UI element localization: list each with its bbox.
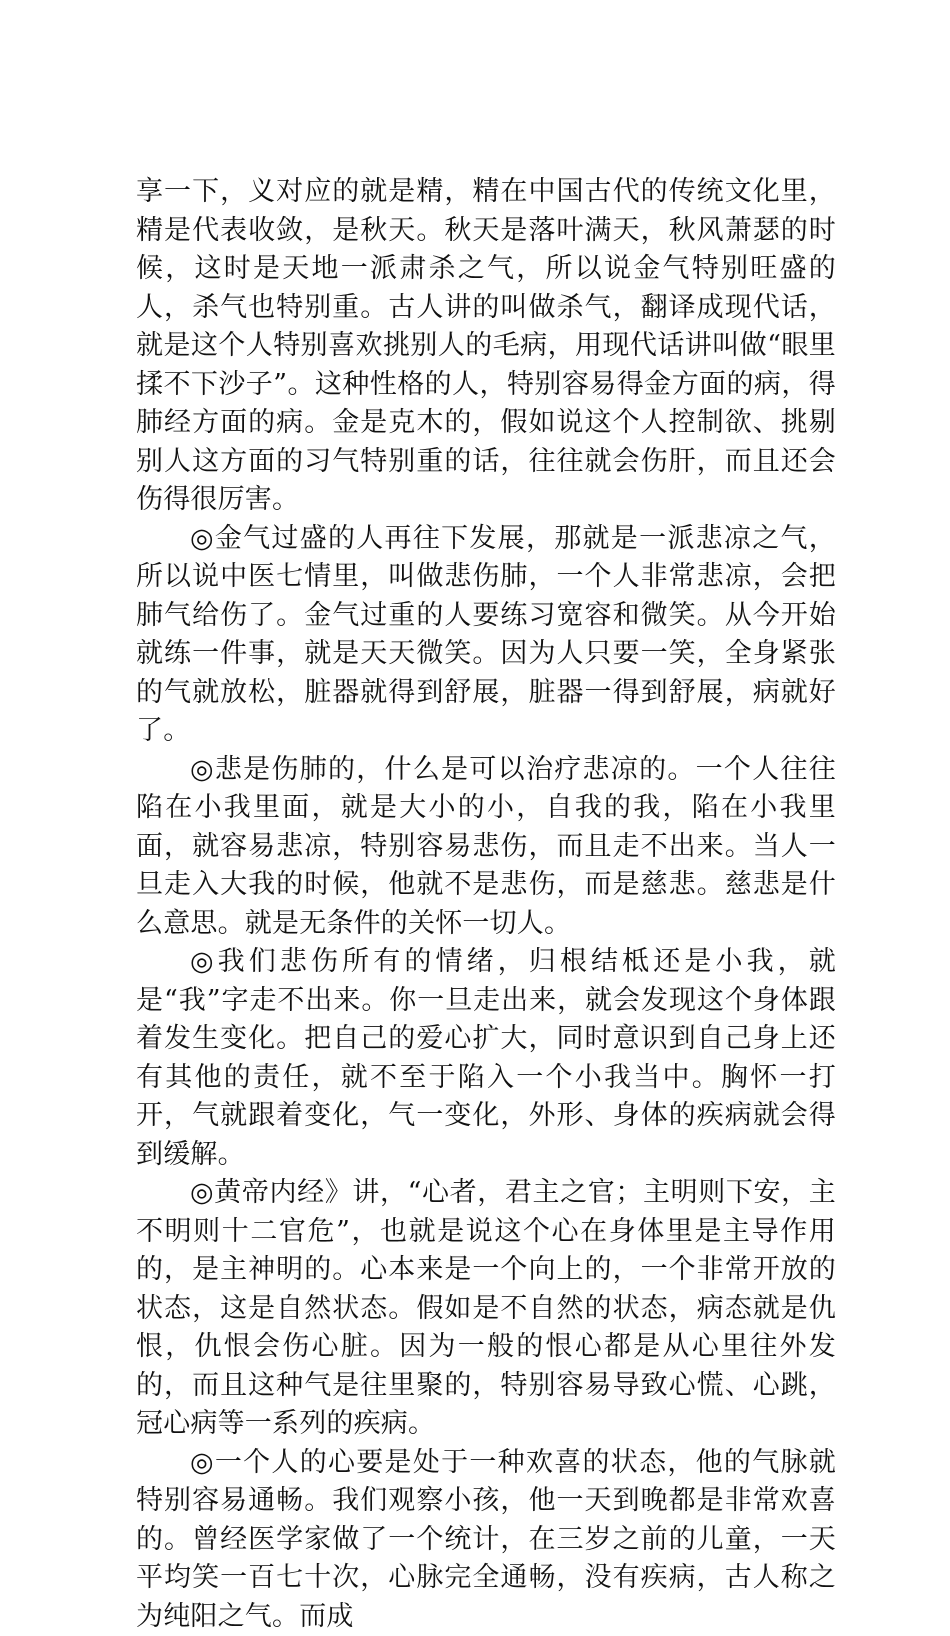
paragraph-sorrow-lung: ◎悲是伤肺的，什么是可以治疗悲凉的。一个人往往陷在小我里面，就是大小的小，自我的我，陷在小我里面，就容易悲凉，特别容易悲伤，而且走不出来。当人一旦走入大我的时候，他就不是悲伤，而是慈悲。慈悲是什么意思。就是无条件的关怀一切人。 (136, 751, 836, 944)
paragraph-joy-heart: ◎一个人的心要是处于一种欢喜的状态，他的气脉就特别容易通畅。我们观察小孩，他一天到晚都是非常欢喜的。曾经医学家做了一个统计，在三岁之前的儿童，一天平均笑一百七十次，心脉完全通畅，没有疾病，古人称之为纯阳之气。而成 (136, 1444, 836, 1636)
paragraph-small-self: ◎我们悲伤所有的情绪，归根结柢还是小我，就是“我”字走不出来。你一旦走出来，就会发现这个身体跟着发生变化。把自己的爱心扩大，同时意识到自己身上还有其他的责任，就不至于陷入一个小我当中。胸怀一打开，气就跟着变化，气一变化，外形、身体的疾病就会得到缓解。 (136, 943, 836, 1174)
paragraph-metal-qi: ◎金气过盛的人再往下发展，那就是一派悲凉之气，所以说中医七情里，叫做悲伤肺，一个人非常悲凉，会把肺气给伤了。金气过重的人要练习宽容和微笑。从今开始就练一件事，就是天天微笑。因为人只要一笑，全身紧张的气就放松，脏器就得到舒展，脏器一得到舒展，病就好了。 (136, 520, 836, 751)
paragraph-continued: 享一下，义对应的就是精，精在中国古代的传统文化里，精是代表收敛，是秋天。秋天是落叶满天，秋风萧瑟的时候，这时是天地一派肃杀之气，所以说金气特别旺盛的人，杀气也特别重。古人讲的叫做杀气，翻译成现代话，就是这个人特别喜欢挑别人的毛病，用现代话讲叫做“眼里揉不下沙子”。这种性格的人，特别容易得金方面的病，得肺经方面的病。金是克木的，假如说这个人控制欲、挑剔别人这方面的习气特别重的话，往往就会伤肝，而且还会伤得很厉害。 (136, 173, 836, 520)
body-text (136, 173, 836, 1636)
paragraph-huangdi-neijing: ◎黄帝内经》讲，“心者，君主之官；主明则下安，主不明则十二官危”，也就是说这个心在身体里是主导作用的，是主神明的。心本来是一个向上的，一个非常开放的状态，这是自然状态。假如是不自然的状态，病态就是仇恨，仇恨会伤心脏。因为一般的恨心都是从心里往外发的，而且这种气是往里聚的，特别容易导致心慌、心跳，冠心病等一系列的疾病。 (136, 1174, 836, 1444)
